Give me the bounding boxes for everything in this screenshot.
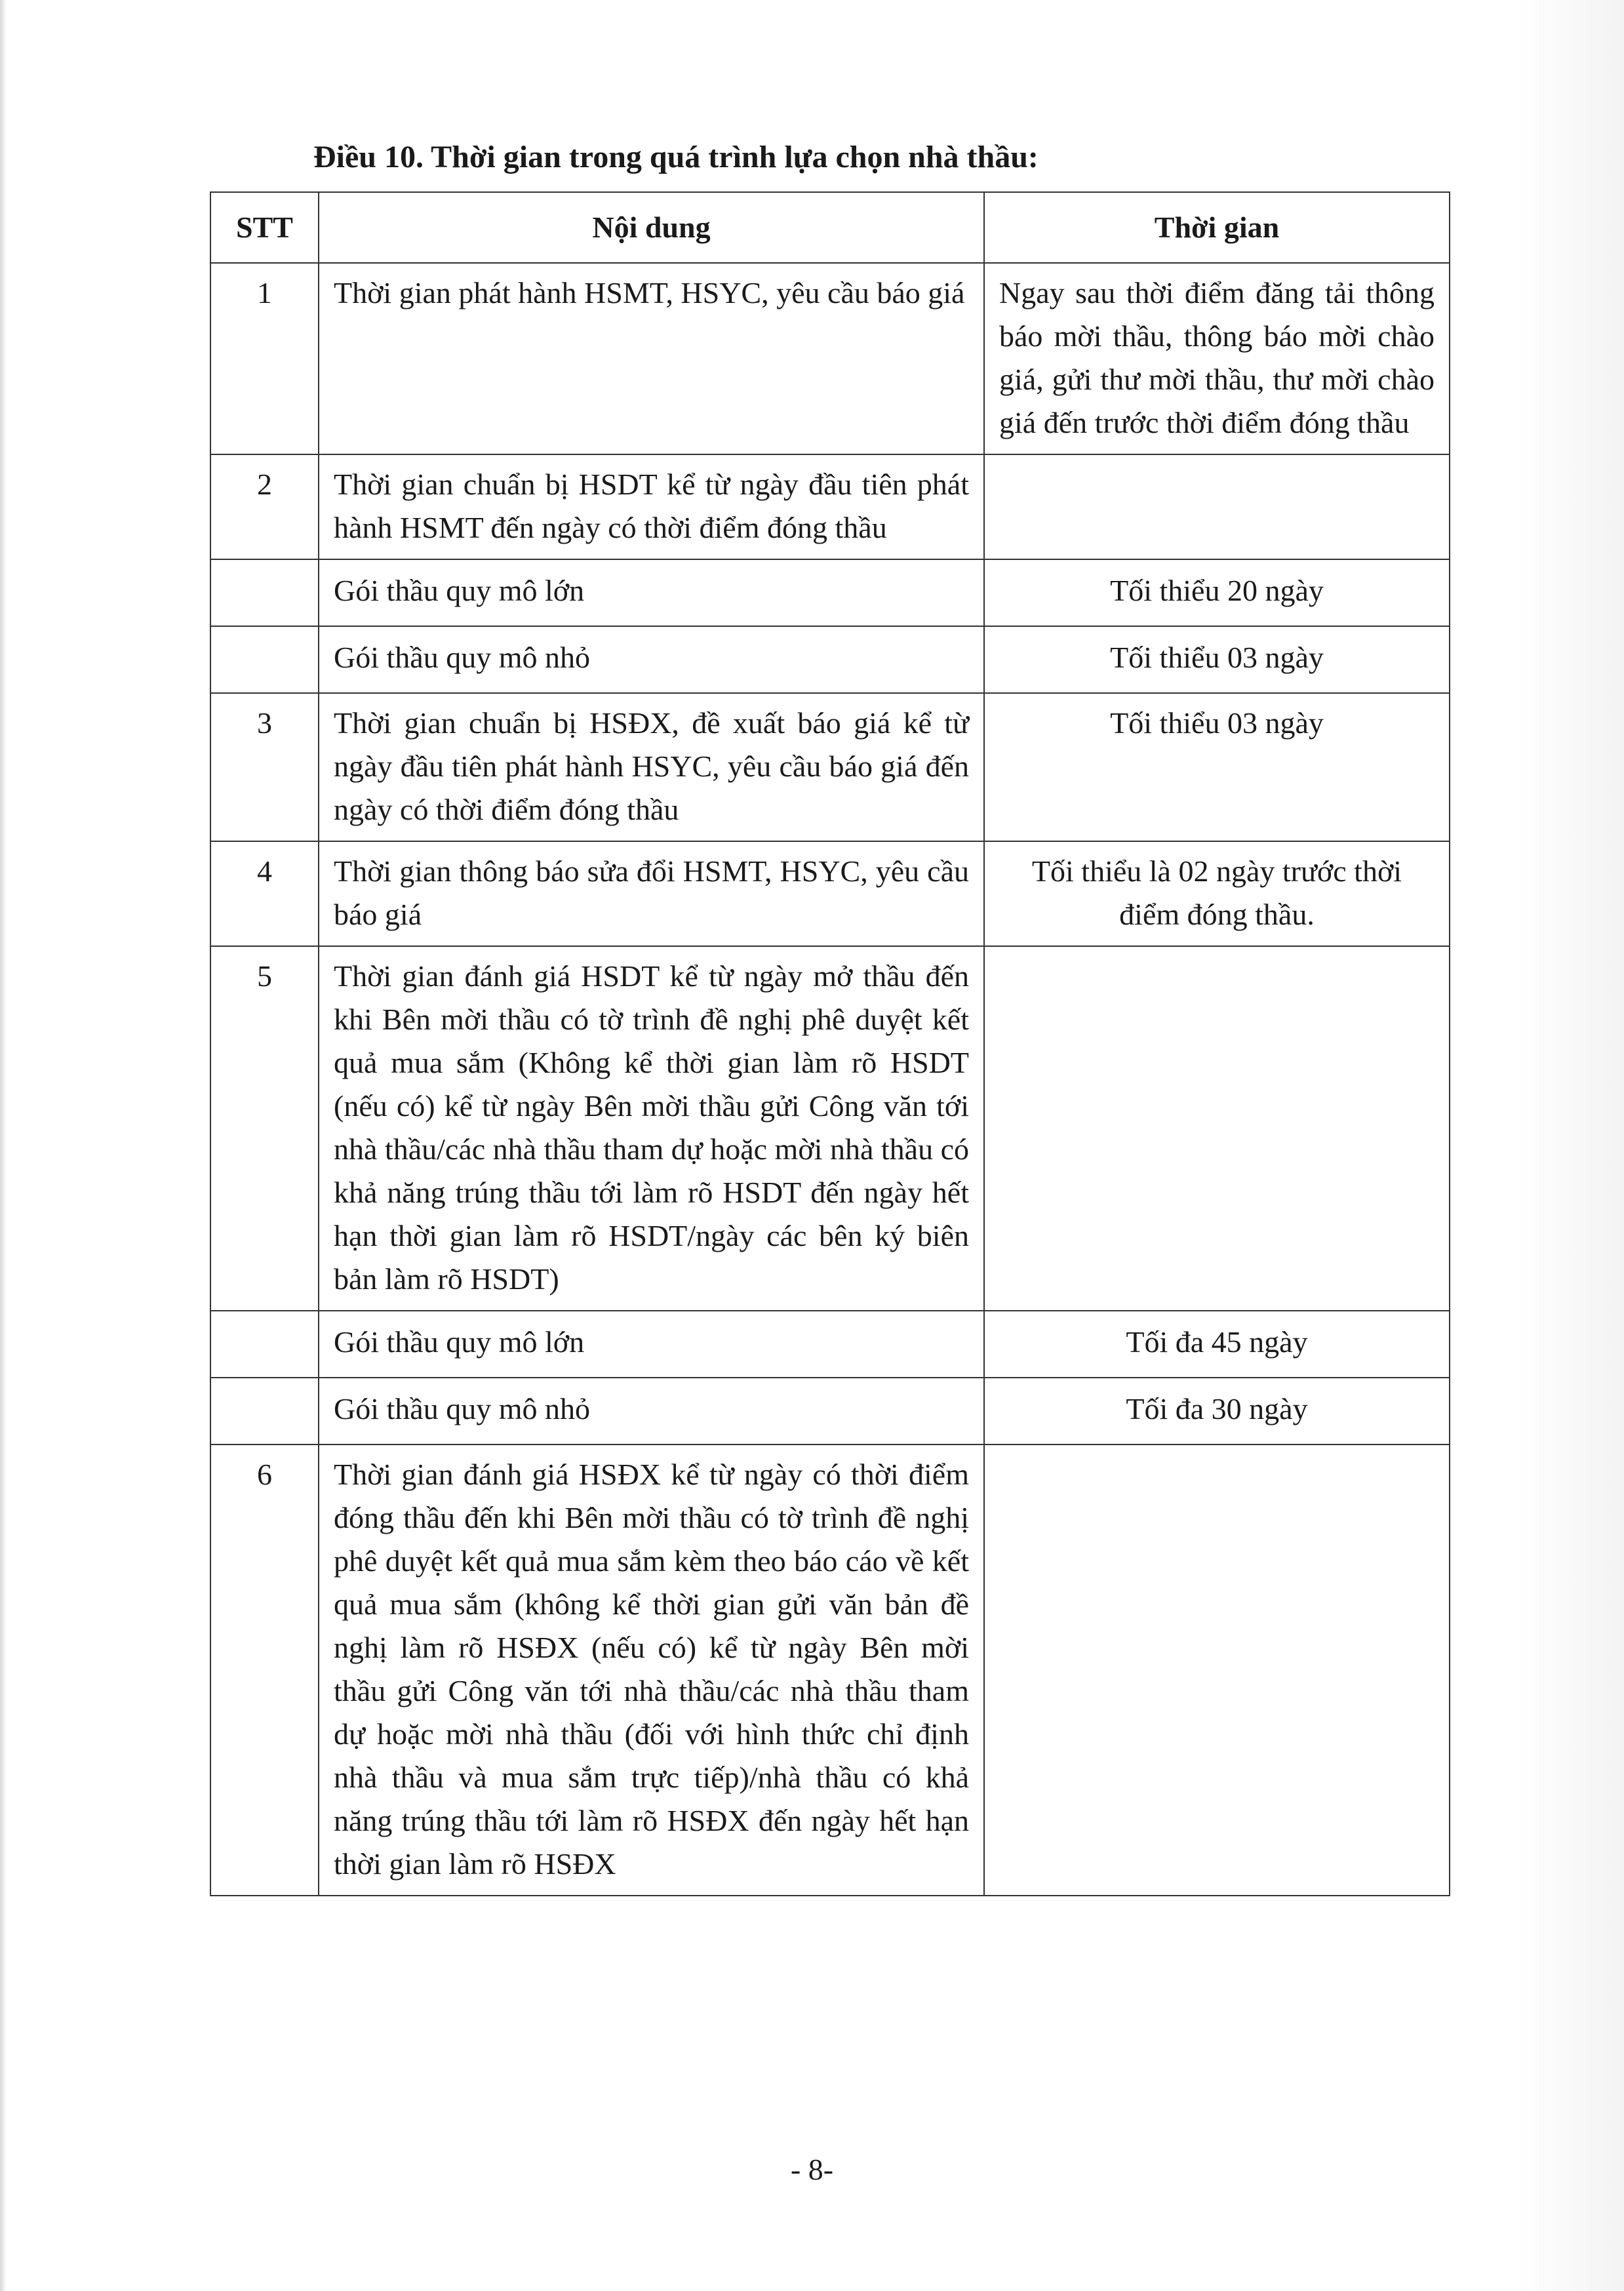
table-row — [210, 693, 1450, 841]
row-content: Gói thầu quy mô nhỏ — [319, 1378, 984, 1444]
row-time — [984, 946, 1450, 1311]
article-heading: Điều 10. Thời gian trong quá trình lựa chọn nhà thầu: — [313, 140, 1039, 174]
row-stt: 3 — [210, 693, 319, 841]
table-row — [210, 626, 1450, 693]
row-time: Tối thiểu là 02 ngày trước thời điểm đóng thầu. — [984, 841, 1450, 946]
row-content: Thời gian phát hành HSMT, HSYC, yêu cầu báo giá — [319, 263, 984, 454]
table-row — [210, 841, 1450, 946]
row-stt — [210, 1378, 319, 1444]
page-number: - 8- — [790, 2153, 834, 2186]
table-row — [210, 1444, 1450, 1896]
table-row — [210, 263, 1450, 454]
row-time: Tối đa 30 ngày — [984, 1378, 1450, 1444]
row-stt: 5 — [210, 946, 319, 1311]
row-stt: 2 — [210, 454, 319, 559]
row-stt — [210, 559, 319, 626]
table-row — [210, 946, 1450, 1311]
row-time — [984, 454, 1450, 559]
scan-edge-right — [1519, 0, 1624, 2291]
row-stt — [210, 1311, 319, 1378]
row-stt — [210, 626, 319, 693]
table-row — [210, 1378, 1450, 1444]
table-header-row — [210, 192, 1450, 263]
row-time — [984, 1444, 1450, 1896]
header-content: Nội dung — [319, 192, 984, 263]
row-time: Tối đa 45 ngày — [984, 1311, 1450, 1378]
header-stt: STT — [210, 192, 319, 263]
row-content: Thời gian đánh giá HSĐX kể từ ngày có thời điểm đóng thầu đến khi Bên mời thầu có tờ trình đề nghị phê duyệt kết quả mua sắm kèm theo báo cáo về kết quả mua sắm (không kể thời gian gửi văn bản đề nghị làm rõ HSĐX (nếu có) kể từ ngày Bên mời thầu gửi Công văn tới nhà thầu/các nhà thầu tham dự hoặc mời nhà thầu (đối với hình thức chỉ định nhà thầu và mua sắm trực tiếp)/nhà thầu có khả năng trúng thầu tới làm rõ HSĐX đến ngày hết hạn thời gian làm rõ HSĐX — [319, 1444, 984, 1896]
row-time: Tối thiểu 03 ngày — [984, 626, 1450, 693]
row-stt: 4 — [210, 841, 319, 946]
row-content: Thời gian chuẩn bị HSĐX, đề xuất báo giá kể từ ngày đầu tiên phát hành HSYC, yêu cầu báo giá đến ngày có thời điểm đóng thầu — [319, 693, 984, 841]
row-time: Tối thiểu 20 ngày — [984, 559, 1450, 626]
row-content: Gói thầu quy mô lớn — [319, 559, 984, 626]
row-content: Thời gian chuẩn bị HSDT kể từ ngày đầu tiên phát hành HSMT đến ngày có thời điểm đóng thầu — [319, 454, 984, 559]
row-stt: 6 — [210, 1444, 319, 1896]
table-row — [210, 559, 1450, 626]
row-content: Gói thầu quy mô lớn — [319, 1311, 984, 1378]
row-content: Thời gian thông báo sửa đổi HSMT, HSYC, yêu cầu báo giá — [319, 841, 984, 946]
row-time: Tối thiểu 03 ngày — [984, 693, 1450, 841]
row-time: Ngay sau thời điểm đăng tải thông báo mời thầu, thông báo mời chào giá, gửi thư mời thầu, thư mời chào giá đến trước thời điểm đóng thầu — [984, 263, 1450, 454]
timeline-table — [210, 191, 1450, 1896]
table-row — [210, 1311, 1450, 1378]
table-row — [210, 454, 1450, 559]
scan-edge-left — [0, 0, 7, 2291]
row-stt: 1 — [210, 263, 319, 454]
row-content: Gói thầu quy mô nhỏ — [319, 626, 984, 693]
header-time: Thời gian — [984, 192, 1450, 263]
row-content: Thời gian đánh giá HSDT kể từ ngày mở thầu đến khi Bên mời thầu có tờ trình đề nghị phê duyệt kết quả mua sắm (Không kể thời gian làm rõ HSDT (nếu có) kể từ ngày Bên mời thầu gửi Công văn tới nhà thầu/các nhà thầu tham dự hoặc mời nhà thầu có khả năng trúng thầu tới làm rõ HSDT đến ngày hết hạn thời gian làm rõ HSDT/ngày các bên ký biên bản làm rõ HSDT) — [319, 946, 984, 1311]
